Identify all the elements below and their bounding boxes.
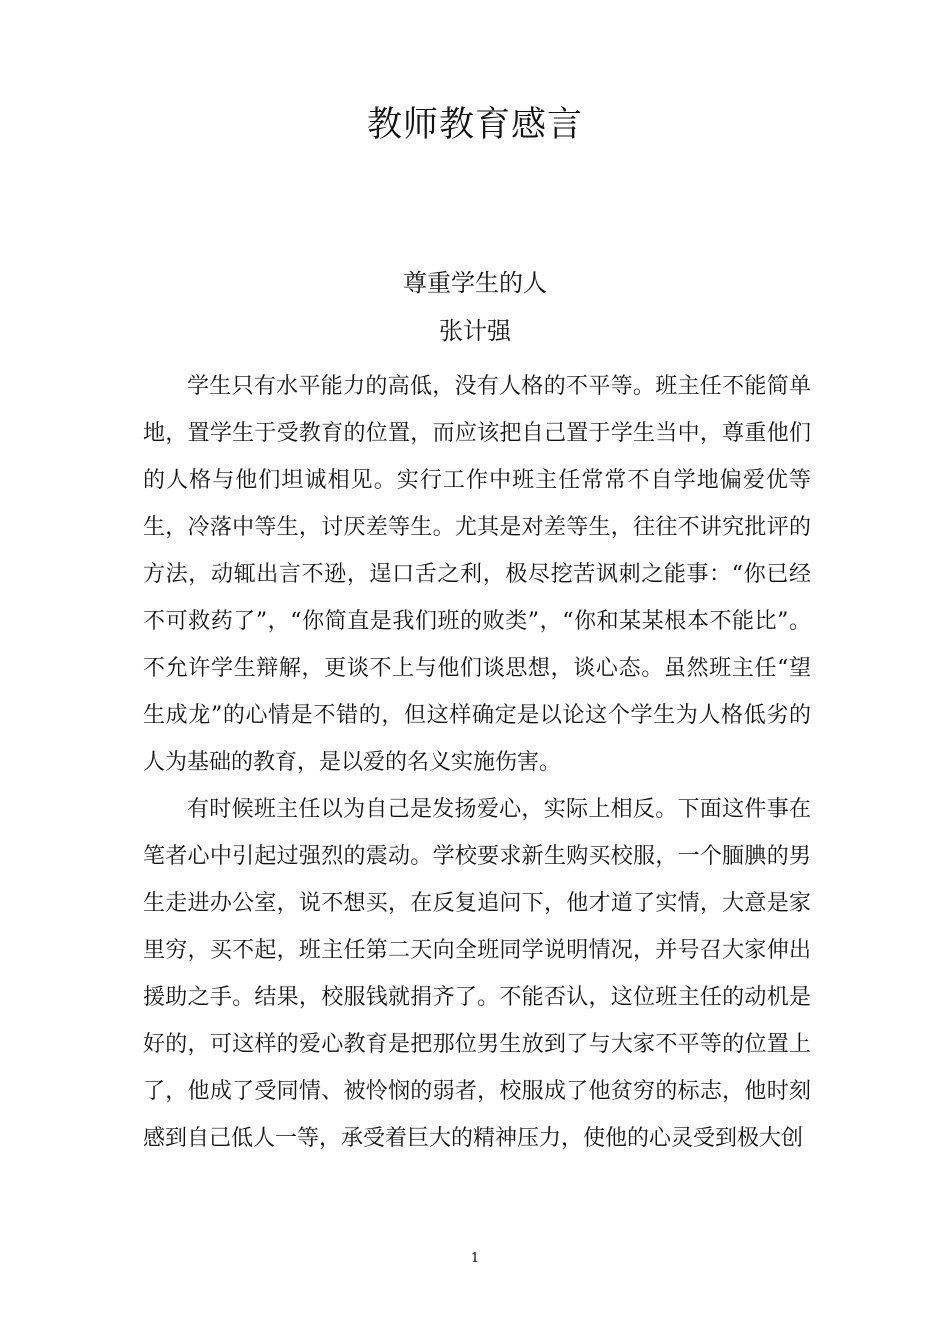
paragraph: 有时候班主任以为自己是发扬爱心，实际上相反。下面这件事在笔者心中引起过强烈的震动。学校要求新生购买校服，一个腼腆的男生走进办公室，说不想买，在反复追问下，他才道了实情，大意是家里穷，买不起，班主任第二天向全班同学说明情况，并号召大家伸出援助之手。结果，校服钱就捐齐了。不能否认，这位班主任的动机是好的，可这样的爱心教育是把那位男生放到了与大家不平等的位置上了，他成了受同情、被怜悯的弱者，校服成了他贫穷的标志，他时刻感到自己低人一等，承受着巨大的精神压力，使他的心灵受到极大创 [143,797,811,1151]
document-title: 教师教育感言 [366,105,583,145]
body-text [143,363,811,1162]
author-name: 张计强 [439,317,511,345]
section-title: 尊重学生的人 [403,269,547,297]
paragraph: 学生只有水平能力的高低，没有人格的不平等。班主任不能简单地，置学生于受教育的位置，而应该把自己置于学生当中，尊重他们的人格与他们坦诚相见。实行工作中班主任常常不自学地偏爱优等生，冷落中等生，讨厌差等生。尤其是对差等生，往往不讲究批评的方法，动辄出言不逊，逞口舌之利，极尽挖苦讽刺之能事：“你已经不可救药了”，“你简直是我们班的败类”，“你和某某根本不能比”。不允许学生辩解，更谈不上与他们谈思想，谈心态。虽然班主任“望生成龙”的心情是不错的，但这样确定是以论这个学生为人格低劣的人为基础的教育，是以爱的名义实施伤害。 [143,374,811,775]
page-number: 1 [470,1251,480,1266]
